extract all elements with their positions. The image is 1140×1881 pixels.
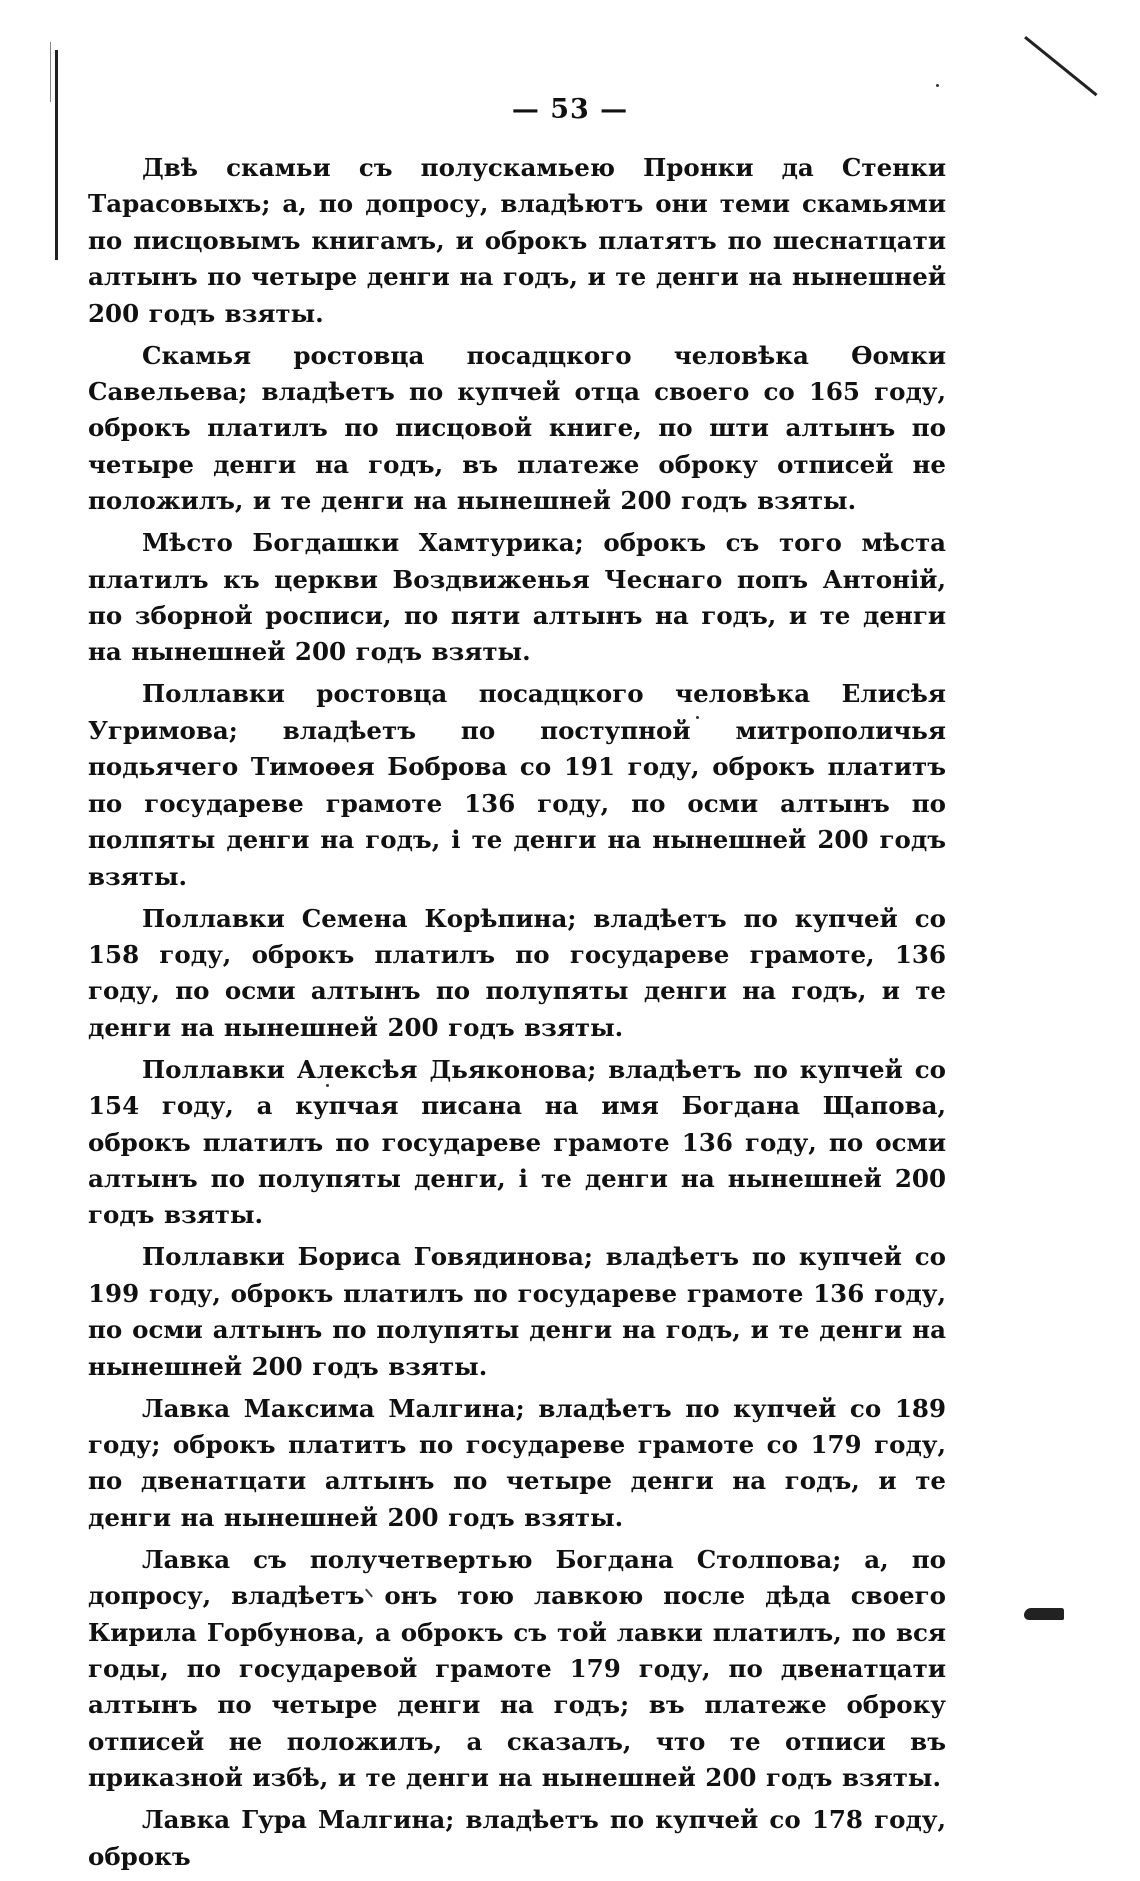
paragraph: Мѣсто Богдашки Хамтурика; оброкъ съ того мѣста платилъ къ церкви Воздвиженья Чеснаго попъ Антоній, по зборной росписи, по пяти алтынъ на годъ, и те денги на нынешней 200 годъ взяты. [88,528,946,667]
paragraph: Поллавки ростовца посадцкого человѣка Елисѣя Угримова; владѣетъ по поступной митрополичья подьячего Тимоѳея Боброва со 191 году, оброкъ платитъ по государеве грамоте 136 году, по осми алтынъ по полпяты денги на годъ, і те денги на нынешней 200 годъ взяты. [88,679,946,891]
paragraph: Поллавки Бориса Говядинова; владѣетъ по купчей со 199 году, оброкъ платилъ по государеве грамоте 136 году, по осми алтынъ по полупяты денги на годъ, и те денги на нынешней 200 годъ взяты. [88,1242,946,1381]
scan-speck [936,84,939,87]
paragraph: Двѣ скамьи съ полускамьею Пронки да Стенки Тарасовыхъ; а, по допросу, владѣютъ они теми скамьями по писцовымъ книгамъ, и оброкъ платятъ по шеснатцати алтынъ по четыре денги на годъ, и те денги на нынешней 200 годъ взяты. [88,153,946,328]
scan-margin-line [55,50,58,260]
body-text [88,150,946,1881]
page-number: — 53 — [511,94,629,125]
paragraph: Поллавки Семена Корѣпина; владѣетъ по купчей со 158 году, оброкъ платилъ по государеве грамоте, 136 году, по осми алтынъ по полупяты денги на годъ, и те денги на нынешней 200 годъ взяты. [88,903,946,1042]
ink-blot [1024,1608,1064,1620]
scan-corner-mark [1024,36,1097,96]
paragraph: Лавка съ получетвертью Богдана Столпова; а, по допросу, владѣетъ онъ тою лавкою после дѣда своего Кирила Горбунова, а оброкъ съ той лавки платилъ, по вся годы, по государевой грамоте 179 году, по двенатцати алтынъ по четыре денги на годъ; въ платеже оброку отписей не положилъ, а сказалъ, что те отписи въ приказной избѣ, и те денги на нынешней 200 годъ взяты. [88,1544,946,1793]
paragraph: Поллавки Алексѣя Дьяконова; владѣетъ по купчей со 154 году, а купчая писана на имя Богдана Щапова, оброкъ платилъ по государеве грамоте 136 году, по осми алтынъ по полупяты денги, і те денги на нынешней 200 годъ взяты. [88,1054,946,1230]
paragraph: Лавка Гура Малгина; владѣетъ по купчей со 178 году, оброкъ [88,1805,946,1871]
paragraph: Скамья ростовца посадцкого человѣка Ѳомки Савельева; владѣетъ по купчей отца своего со 165 году, оброкъ платилъ по писцовой книге, по шти алтынъ по четыре денги на годъ, въ платеже оброку отписей не положилъ, и те денги на нынешней 200 годъ взяты. [88,340,946,516]
paragraph: Лавка Максима Малгина; владѣетъ по купчей со 189 году; оброкъ платитъ по государеве грамоте со 179 году, по двенатцати алтынъ по четыре денги на годъ, и те денги на нынешней 200 годъ взяты. [88,1393,946,1532]
scan-margin-line-faint [50,42,51,102]
